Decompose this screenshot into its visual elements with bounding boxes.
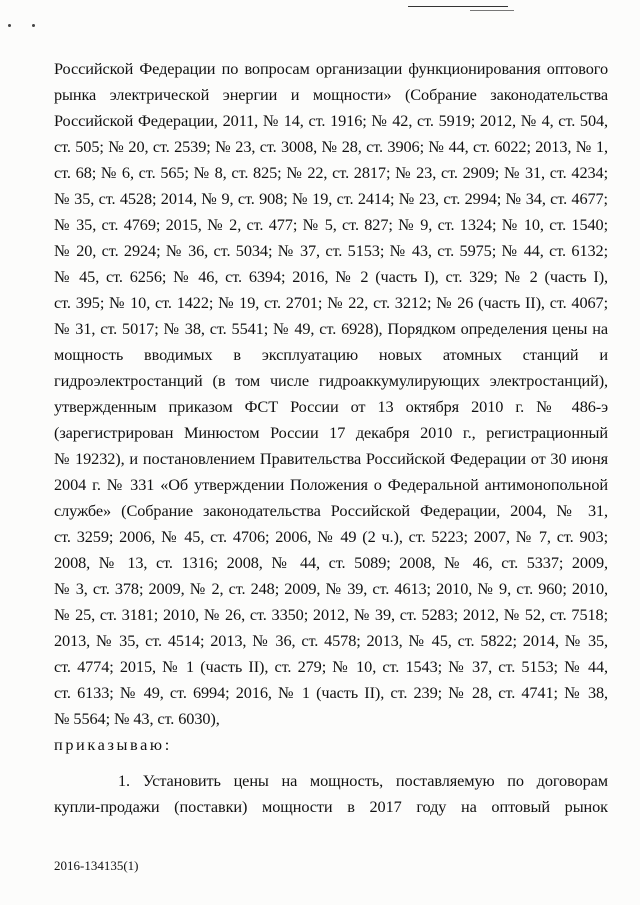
text-line: № 35, ст. 4528; 2014, № 9, ст. 908; № 19, ст. 2414; № 23, ст. 2994; № 34, ст. 4677; bbox=[54, 189, 608, 208]
text-line: 2004 г. № 331 «Об утверждении Положения о Федеральной антимонопольной bbox=[54, 475, 608, 494]
text-line: № 5564; № 43, ст. 6030), bbox=[54, 709, 220, 728]
text-line: № 20, ст. 2924; № 36, ст. 5034; № 37, ст. 5153; № 43, ст. 5975; № 44, ст. 6132; bbox=[54, 241, 608, 260]
scan-dot bbox=[32, 24, 35, 27]
text-line: № 45, ст. 6256; № 46, ст. 6394; 2016, № 2 (часть I), ст. 329; № 2 (часть I), bbox=[54, 267, 608, 286]
text-line: Российской Федерации, 2011, № 14, ст. 1916; № 42, ст. 5919; 2012, № 4, ст. 504, bbox=[54, 111, 608, 130]
text-line: (зарегистрирован Минюстом России 17 декабря 2010 г., регистрационный bbox=[54, 423, 608, 442]
top-rule bbox=[408, 6, 508, 7]
top-rule-thin bbox=[470, 10, 514, 11]
item-1-line: купли-продажи (поставки) мощности в 2017 году на оптовый рынок bbox=[54, 797, 608, 816]
text-line: гидроэлектростанций (в том числе гидроаккумулирующих электростанций), bbox=[54, 371, 608, 390]
document-id: 2016-134135(1) bbox=[54, 858, 139, 873]
scan-dot bbox=[8, 24, 11, 27]
item-1-line: 1. Установить цены на мощность, поставляемую по договорам bbox=[118, 771, 608, 790]
text-line: рынка электрической энергии и мощности» (Собрание законодательства bbox=[54, 85, 608, 104]
text-line: ст. 68; № 6, ст. 565; № 8, ст. 825; № 22, ст. 2817; № 23, ст. 2909; № 31, ст. 4234; bbox=[54, 163, 608, 182]
text-line: ст. 505; № 20, ст. 2539; № 23, ст. 3008, № 28, ст. 3906; № 44, ст. 6022; 2013, № 1, bbox=[54, 137, 608, 156]
text-line: 2013, № 35, ст. 4514; 2013, № 36, ст. 4578; 2013, № 45, ст. 5822; 2014, № 35, bbox=[54, 631, 608, 650]
text-line: мощность вводимых в эксплуатацию новых атомных станций и bbox=[54, 345, 608, 364]
text-line: утвержденным приказом ФСТ России от 13 октября 2010 г. № 486-э bbox=[54, 397, 608, 416]
text-line: № 31, ст. 5017; № 38, ст. 5541; № 49, ст. 6928), Порядком определения цены на bbox=[54, 319, 608, 338]
text-line: службе» (Собрание законодательства Российской Федерации, 2004, № 31, bbox=[54, 501, 608, 520]
text-line: ст. 4774; 2015, № 1 (часть II), ст. 279; № 10, ст. 1543; № 37, ст. 5153; № 44, bbox=[54, 657, 608, 676]
text-line: № 3, ст. 378; 2009, № 2, ст. 248; 2009, № 39, ст. 4613; 2010, № 9, ст. 960; 2010, bbox=[54, 579, 608, 598]
text-line: № 25, ст. 3181; 2010, № 26, ст. 3350; 2012, № 39, ст. 5283; 2012, № 52, ст. 7518; bbox=[54, 605, 608, 624]
order-word: приказываю: bbox=[54, 735, 172, 754]
text-line: ст. 395; № 10, ст. 1422; № 19, ст. 2701; № 22, ст. 3212; № 26 (часть II), ст. 4067; bbox=[54, 293, 608, 312]
text-line: ст. 6133; № 49, ст. 6994; 2016, № 1 (часть II), ст. 239; № 28, ст. 4741; № 38, bbox=[54, 683, 608, 702]
text-line: ст. 3259; 2006, № 45, ст. 4706; 2006, № 49 (2 ч.), ст. 5223; 2007, № 7, ст. 903; bbox=[54, 527, 608, 546]
text-line: № 19232), и постановлением Правительства Российской Федерации от 30 июня bbox=[54, 449, 608, 468]
text-line: 2008, № 13, ст. 1316; 2008, № 44, ст. 5089; 2008, № 46, ст. 5337; 2009, bbox=[54, 553, 608, 572]
text-line: № 35, ст. 4769; 2015, № 2, ст. 477; № 5, ст. 827; № 9, ст. 1324; № 10, ст. 1540; bbox=[54, 215, 608, 234]
text-line: Российской Федерации по вопросам организации функционирования оптового bbox=[54, 59, 608, 78]
